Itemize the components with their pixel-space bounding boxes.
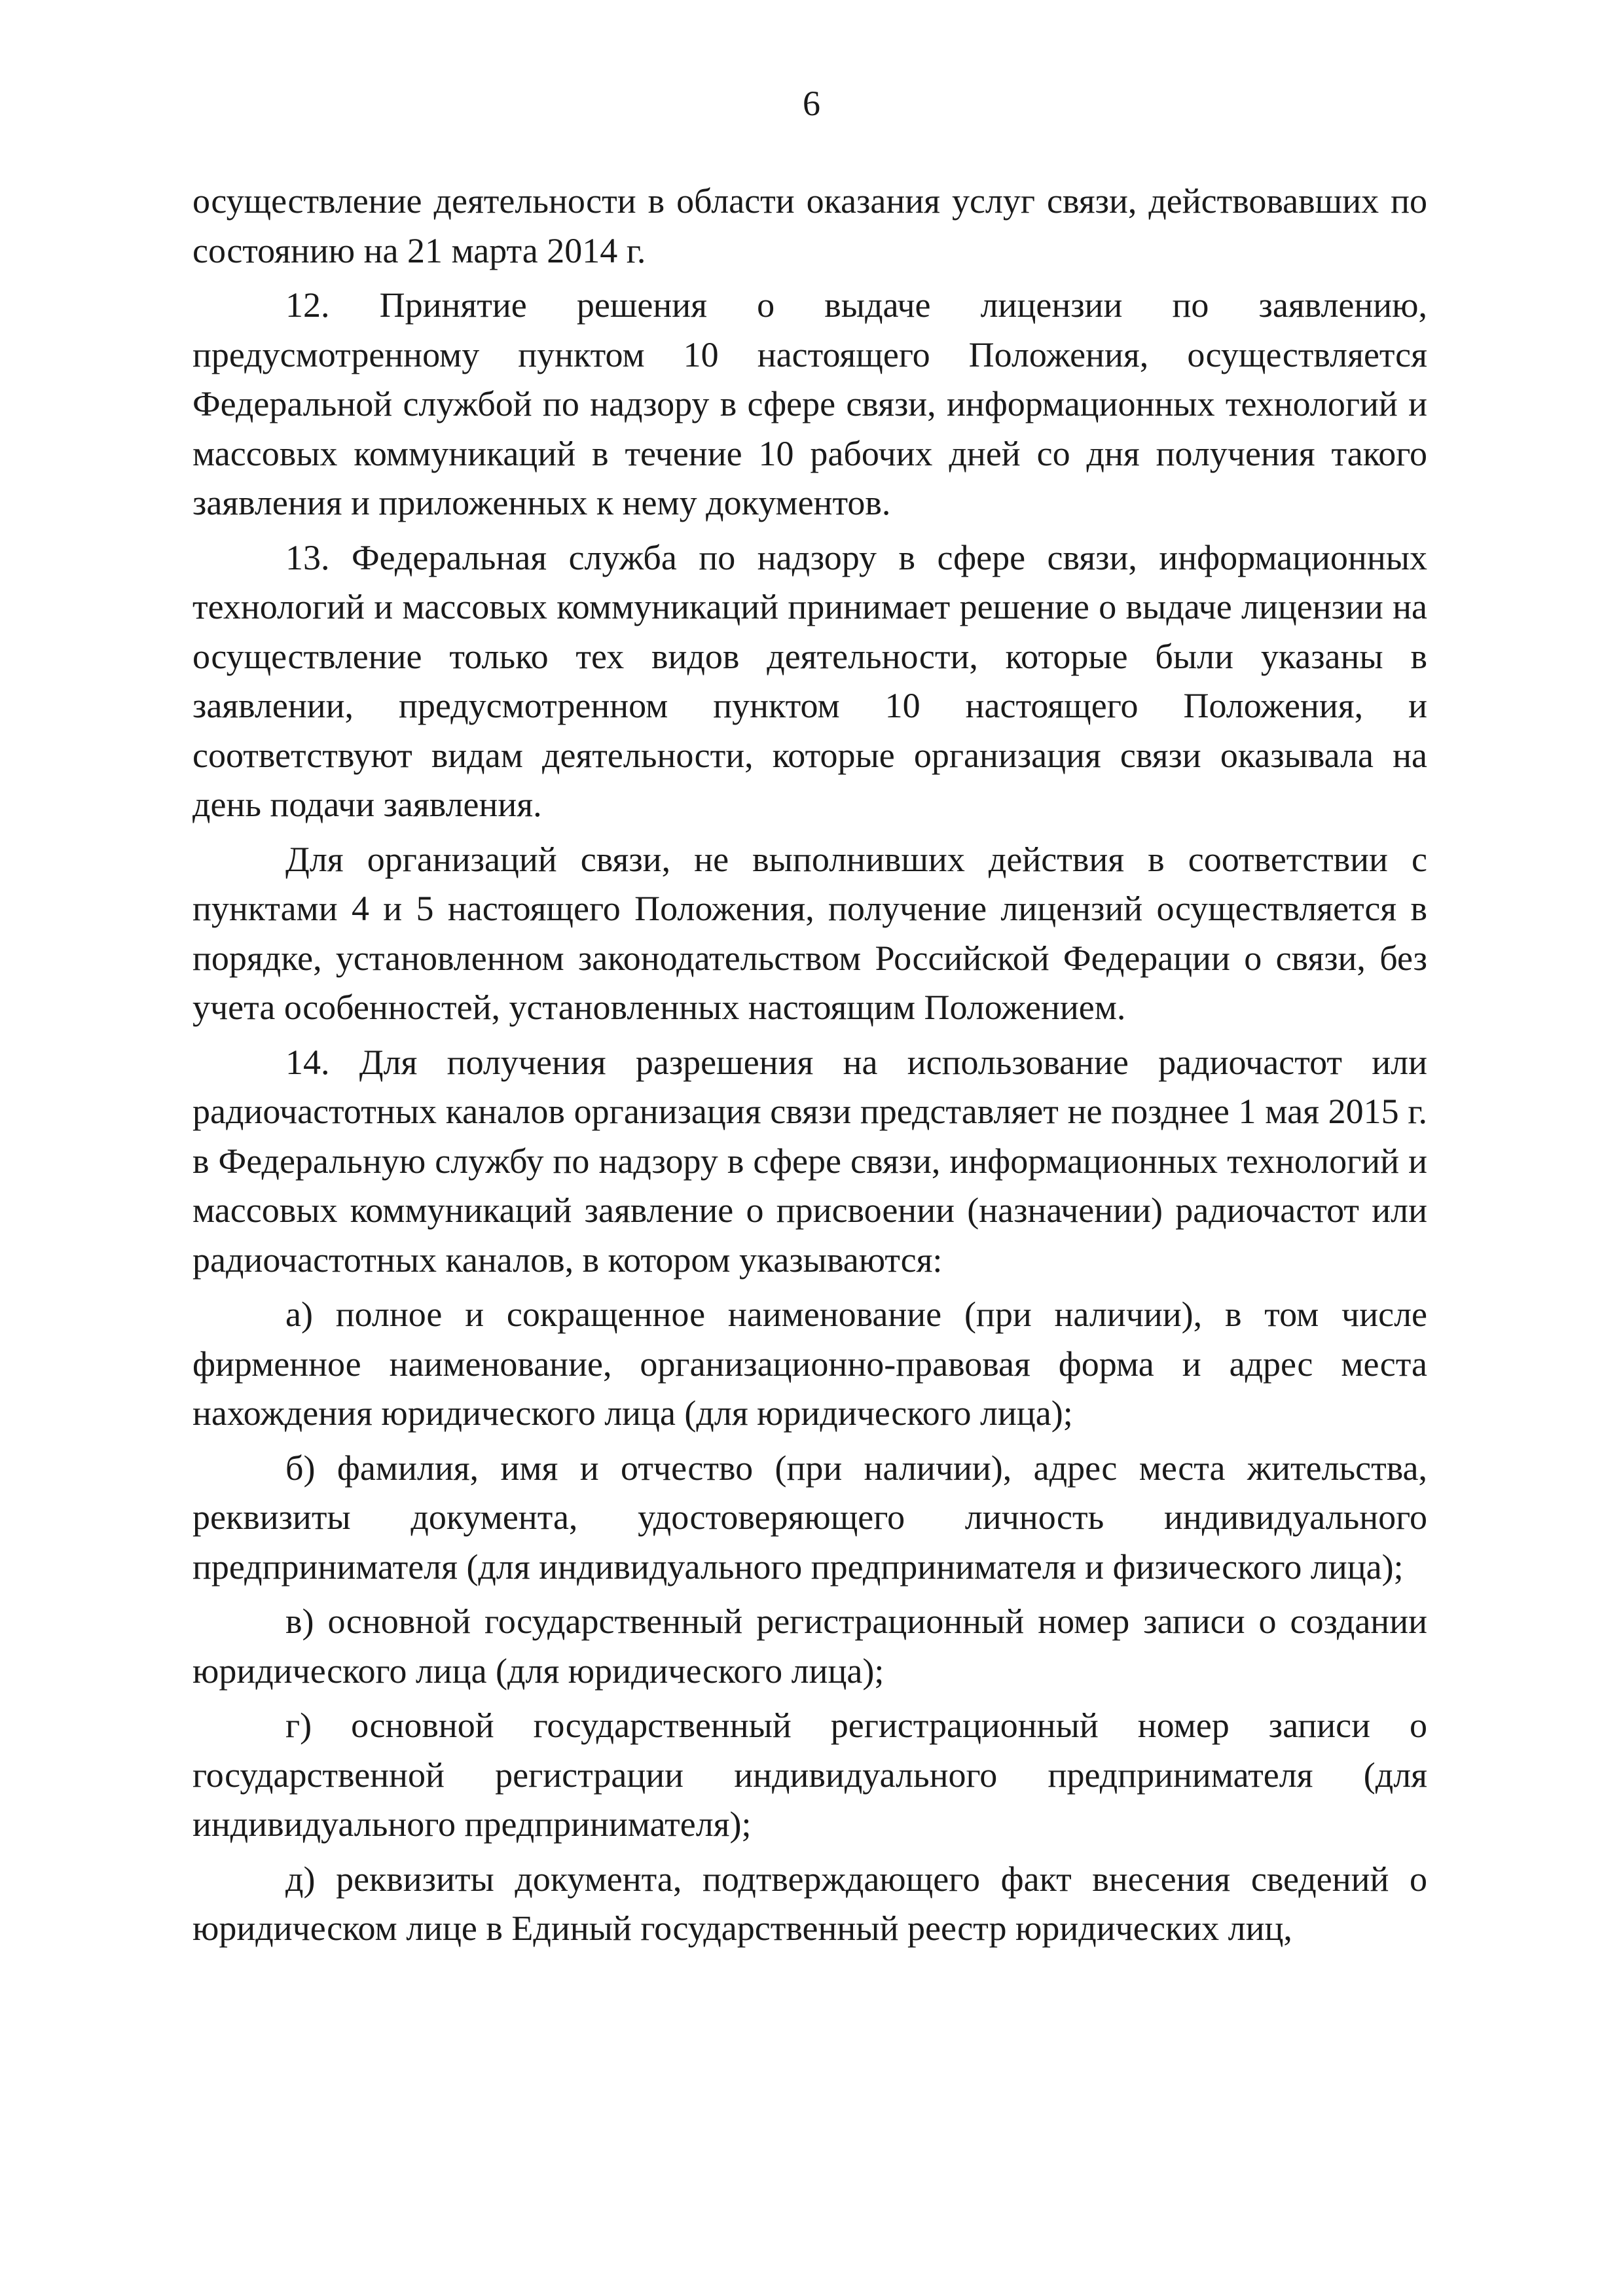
subitem-g: г) основной государственный регистрационный номер записи о государственной регистрации индивидуального предпринимателя (для индивидуального предпринимателя); [192, 1706, 1427, 1844]
subitem-v: в) основной государственный регистрационный номер записи о создании юридического лица (для юридического лица); [192, 1602, 1427, 1691]
paragraph-item-12: 12. Принятие решения о выдаче лицензии по заявлению, предусмотренному пунктом 10 настоящего Положения, осуществляется Федеральной службой по надзору в сфере связи, информационных технологий и массовых коммуникаций в течение 10 рабочих дней со дня получения такого заявления и приложенных к нему документов. [192, 285, 1427, 522]
subitem-a: а) полное и сокращенное наименование (при наличии), в том числе фирменное наименование, организационно-правовая форма и адрес места нахождения юридического лица (для юридического лица); [192, 1295, 1427, 1433]
paragraph-item-13: 13. Федеральная служба по надзору в сфере связи, информационных технологий и массовых коммуникаций принимает решение о выдаче лицензии на осуществление только тех видов деятельности, которые были указаны в заявлении, предусмотренном пунктом 10 настоящего Положения, и соответствуют видам деятельности, которые организация связи оказывала на день подачи заявления. [192, 537, 1427, 824]
subitem-b: б) фамилия, имя и отчество (при наличии), адрес места жительства, реквизиты документа, удостоверяющего личность индивидуального предпринимателя (для индивидуального предпринимателя и физического лица); [192, 1448, 1427, 1587]
paragraph-continuation: осуществление деятельности в области оказания услуг связи, действовавших по состоянию на 21 марта 2014 г. [192, 181, 1427, 270]
paragraph-item-14: 14. Для получения разрешения на использование радиочастот или радиочастотных каналов организация связи представляет не позднее 1 мая 2015 г. в Федеральную службу по надзору в сфере связи, информационных технологий и массовых коммуникаций заявление о присвоении (назначении) радиочастот или радиочастотных каналов, в котором указываются: [192, 1042, 1427, 1280]
document-body [192, 177, 1427, 1959]
paragraph-item-13-note: Для организаций связи, не выполнивших действия в соответствии с пунктами 4 и 5 настоящего Положения, получение лицензий осуществляется в порядке, установленном законодательством Российской Федерации о связи, без учета особенностей, установленных настоящим Положением. [192, 839, 1427, 1027]
page-number: 6 [803, 84, 820, 123]
subitem-d: д) реквизиты документа, подтверждающего факт внесения сведений о юридическом лице в Единый государственный реестр юридических лиц, [192, 1859, 1427, 1948]
